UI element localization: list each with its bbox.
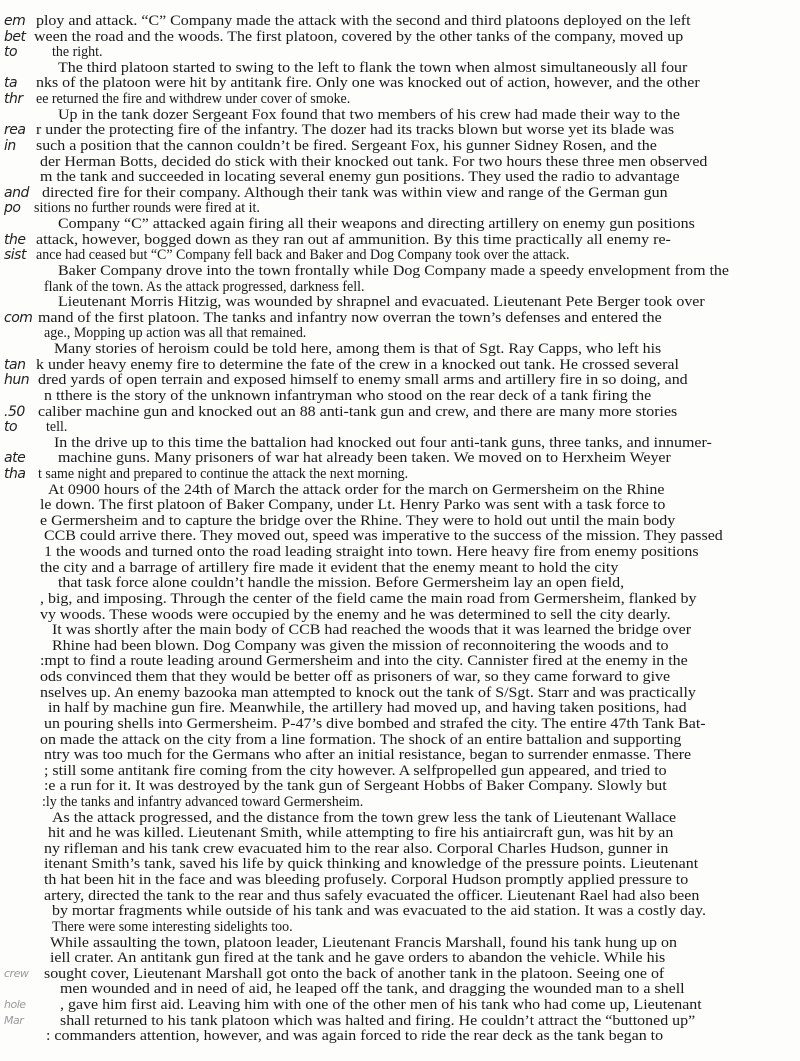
line-text: ntry was too much for the Germans who after an initial resistance, began to surrender enmasse. There <box>44 746 692 764</box>
handwritten-margin-note: in <box>4 137 16 154</box>
line-text: ploy and attack. “C” Company made the attack with the second and third platoons deployed on the left <box>36 12 691 29</box>
line-text: :ly the tanks and infantry advanced toward Germersheim. <box>42 793 364 810</box>
line-text: 1 the woods and turned onto the road leading straight into town. Here heavy fire from enemy positions <box>44 543 699 561</box>
handwritten-margin-note: po <box>4 200 21 217</box>
line-text: tell. <box>46 418 68 436</box>
line-text: n tthere is the story of the unknown infantryman who stood on the rear deck of a tank firing the <box>44 386 652 404</box>
line-text: on made the attack on the city from a line formation. The shock of an entire battalion and supporting <box>40 730 682 748</box>
line-text: th hat been hit in the face and was bleeding profusely. Corporal Hudson promptly applied pressure to <box>44 871 689 889</box>
handwritten-margin-note: hun <box>4 372 30 389</box>
line-text: in half by machine gun fire. Meanwhile, the artillery had moved up, and having taken positions, had <box>48 699 687 717</box>
handwritten-margin-note: to <box>4 44 18 61</box>
line-text: vy woods. These woods were occupied by the enemy and he was determined to sell the city dearly. <box>40 605 671 623</box>
handwritten-margin-note: tan <box>4 356 26 373</box>
handwritten-margin-note: to <box>4 419 18 436</box>
text-line <box>0 1025 800 1047</box>
handwritten-margin-note: and <box>4 184 29 201</box>
handwritten-margin-note: ate <box>4 450 26 467</box>
line-text: t same night and prepared to continue the attack the next morning. <box>38 464 409 482</box>
line-text: by mortar fragments while outside of his tank and was evacuated to the aid station. It was a costly day. <box>52 902 706 920</box>
line-text: r under the protecting fire of the infantry. The dozer had its tracks blown but worse yet its blade was <box>36 121 675 139</box>
handwritten-margin-note: crew <box>4 966 29 980</box>
line-text: attack, however, bogged down as they ran out af ammunition. By this time practically all enemy re- <box>36 230 671 248</box>
handwritten-margin-note: .50 <box>4 403 25 420</box>
line-text: ance had ceased but “C” Company fell back and Baker and Dog Company took over the attack. <box>36 246 570 264</box>
line-text: The third platoon started to swing to the left to flank the town when almost simultaneously all four <box>58 58 688 76</box>
handwritten-margin-note: ta <box>4 75 18 92</box>
line-text: m the tank and succeeded in locating several enemy gun positions. They used the radio to advantage <box>40 168 680 186</box>
handwritten-margin-note: com <box>4 309 33 326</box>
line-text: At 0900 hours of the 24th of March the attack order for the march on Germersheim on the Rhine <box>48 480 665 498</box>
line-text: dred yards of open terrain and exposed himself to enemy small arms and artillery fire in so doing, and <box>38 371 688 389</box>
line-text: nselves up. An enemy bazooka man attempted to knock out the tank of S/Sgt. Starr and was practically <box>40 683 696 701</box>
line-text: flank of the town. As the attack progressed, darkness fell. <box>44 277 365 295</box>
line-text: Company “C” attacked again firing all their weapons and directing artillery on enemy gun positions <box>58 215 695 233</box>
line-text: :mpt to find a route leading around Germersheim and into the city. Cannister fired at the enemy in the <box>40 652 688 670</box>
line-text: artery, directed the tank to the rear and thus safely evacuated the officer. Lieutenant Rael had also been <box>44 886 700 904</box>
line-text: that task force alone couldn’t handle the mission. Before Germersheim lay an open field, <box>58 574 625 592</box>
handwritten-margin-note: em <box>4 13 26 29</box>
line-text: CCB could arrive there. They moved out, speed was imperative to the success of the mission. They passed <box>44 527 723 545</box>
line-text: It was shortly after the main body of CCB had reached the woods that it was learned the bridge over <box>52 621 692 639</box>
line-text: ee returned the fire and withdrew under cover of smoke. <box>36 90 351 108</box>
line-text: There were some interesting sidelights too. <box>52 917 293 935</box>
line-text: sought cover, Lieutenant Marshall got onto the back of another tank in the platoon. Seeing one of <box>44 964 665 982</box>
line-text: machine guns. Many prisoners of war hat already been taken. We moved on to Herxheim Weyer <box>58 449 671 467</box>
line-text: Rhine had been blown. Dog Company was given the mission of reconnoitering the woods and to <box>52 636 669 654</box>
line-text: caliber machine gun and knocked out an 88 anti-tank gun and crew, and there are many more stories <box>38 402 678 420</box>
line-text: e Germersheim and to capture the bridge over the Rhine. They were to hold out until the main body <box>40 511 676 529</box>
line-text: As the attack progressed, and the distance from the town grew less the tank of Lieutenant Wallace <box>52 808 677 826</box>
handwritten-margin-note: tha <box>4 465 26 482</box>
line-text: Lieutenant Morris Hitzig, was wounded by shrapnel and evacuated. Lieutenant Pete Berger took over <box>58 293 705 311</box>
line-text: , big, and imposing. Through the center of the field came the main road from Germersheim, flanked by <box>40 589 697 607</box>
line-text: der Herman Botts, decided do stick with their knocked out tank. For two hours these three men observed <box>40 152 708 170</box>
line-text: ween the road and the woods. The first platoon, covered by the other tanks of the company, moved up <box>34 27 684 45</box>
line-text: men wounded and in need of aid, he leaped off the tank, and dragging the wounded man to a shell <box>60 980 685 998</box>
line-text: :e a run for it. It was destroyed by the tank gun of Sergeant Hobbs of Baker Company. Slowly but <box>44 777 667 795</box>
line-text: the right. <box>52 43 103 61</box>
line-text: ; still some antitank fire coming from the city however. A selfpropelled gun appeared, and tried to <box>44 761 667 779</box>
line-text: iell crater. An antitank gun fired at the tank and he gave orders to abandon the vehicle. While his <box>50 949 666 967</box>
line-text: directed fire for their company. Although their tank was within view and range of the German gun <box>42 183 668 201</box>
line-text: mand of the first platoon. The tanks and infantry now overran the town’s defenses and entered the <box>38 308 662 326</box>
line-text: sitions no further rounds were fired at it. <box>34 199 260 217</box>
handwritten-margin-note: thr <box>4 91 23 108</box>
line-text: While assaulting the town, platoon leader, Lieutenant Francis Marshall, found his tank hung up on <box>50 933 677 951</box>
handwritten-margin-note: bet <box>4 28 26 45</box>
handwritten-margin-note: rea <box>4 122 26 139</box>
line-text: , gave him first aid. Leaving him with one of the other men of his tank who had come up, Lieutenant <box>60 996 702 1014</box>
line-text: itenant Smith’s tank, saved his life by quick thinking and knowledge of the pressure points. Lieutenant <box>44 855 699 873</box>
line-text: : commanders attention, however, and was again forced to ride the rear deck as the tank began to <box>46 1027 664 1045</box>
line-text: k under heavy enemy fire to determine the fate of the crew in a knocked out tank. He crossed several <box>36 355 679 373</box>
line-text: Up in the tank dozer Sergeant Fox found that two members of his crew had made their way to the <box>58 105 680 123</box>
line-text: the city and a barrage of artillery fire made it evident that the enemy meant to hold the city <box>40 558 619 576</box>
line-text: ny rifleman and his tank crew evacuated him to the rear also. Corporal Charles Hudson, gunner in <box>44 839 669 857</box>
line-text: shall returned to his tank platoon which was halted and firing. He couldn’t attract the “buttoned up” <box>60 1011 696 1029</box>
handwritten-margin-note: sist <box>4 247 26 264</box>
line-text: Baker Company drove into the town frontally while Dog Company made a speedy envelopment from the <box>58 261 729 279</box>
line-text: Many stories of heroism could be told here, among them is that of Sgt. Ray Capps, who left his <box>54 340 662 358</box>
line-text: nks of the platoon were hit by antitank fire. Only one was knocked out of action, however, and the other <box>36 74 700 92</box>
line-text: In the drive up to this time the battalion had knocked out four anti-tank guns, three tanks, and innumer- <box>54 433 712 451</box>
line-text: ods convinced them that they would be better off as prisoners of war, so they came forward to give <box>40 668 671 686</box>
line-text: hit and he was killed. Lieutenant Smith, while attempting to fire his antiaircraft gun, was hit by an <box>48 824 674 842</box>
handwritten-margin-note: Mar <box>4 1013 24 1027</box>
line-text: such a position that the cannon couldn’t be fired. Sergeant Fox, his gunner Sidney Rosen, and the <box>36 136 657 154</box>
handwritten-margin-note: the <box>4 231 26 248</box>
line-text: le down. The first platoon of Baker Company, under Lt. Henry Parko was sent with a task force to <box>40 496 666 514</box>
line-text: age., Mopping up action was all that remained. <box>44 324 307 342</box>
line-text: un pouring shells into Germersheim. P-47’s dive bombed and strafed the city. The entire 47th Tank Bat- <box>44 714 706 732</box>
handwritten-margin-note: hole <box>4 998 26 1012</box>
